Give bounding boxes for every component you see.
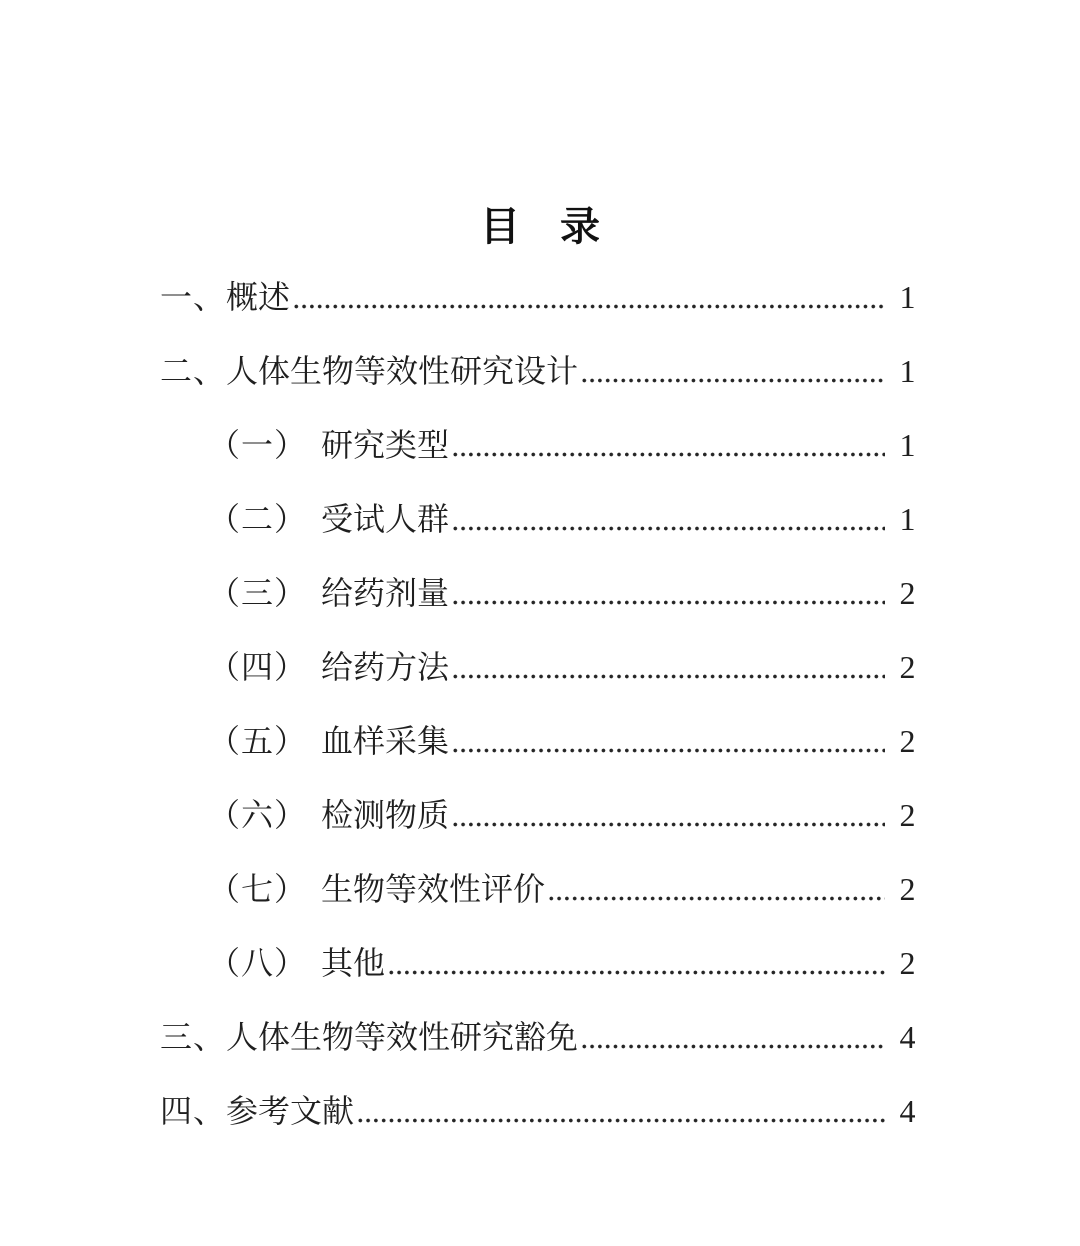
toc-entry[interactable] <box>160 1074 916 1148</box>
toc-page-number: 2 <box>899 649 916 685</box>
dot-leader-decoration <box>453 748 885 753</box>
toc-entry-label: 血样采集 <box>321 723 450 759</box>
toc-page-number: 2 <box>899 575 916 611</box>
toc-entry-label: 其他 <box>321 945 386 981</box>
toc-entry[interactable] <box>160 630 916 704</box>
toc-entry-number: （二） <box>208 501 308 537</box>
toc-page-number: 1 <box>899 279 916 315</box>
dot-leader-decoration <box>294 304 885 309</box>
toc-entry-label: 给药方法 <box>321 649 450 685</box>
toc-entry-number: （一） <box>208 427 308 463</box>
toc-entry-label: 概述 <box>226 279 291 315</box>
dot-leader-decoration <box>549 896 885 901</box>
toc-entry[interactable] <box>160 408 916 482</box>
toc-page-number: 2 <box>899 723 916 759</box>
toc-entry-label: 生物等效性评价 <box>321 871 546 907</box>
toc-entry[interactable] <box>160 334 916 408</box>
toc-list <box>160 252 916 1148</box>
toc-entry-number: 四、 <box>160 1093 227 1129</box>
toc-entry-label: 人体生物等效性研究设计 <box>226 353 579 389</box>
toc-entry-label: 人体生物等效性研究豁免 <box>226 1019 579 1055</box>
toc-entry-number: （六） <box>208 797 308 833</box>
toc-entry-number: 一、 <box>160 279 227 315</box>
dot-leader-decoration <box>582 1044 885 1049</box>
toc-entry-label: 研究类型 <box>321 427 450 463</box>
toc-entry-number: （五） <box>208 723 308 759</box>
toc-entry-number: 三、 <box>160 1019 227 1055</box>
toc-entry-label: 给药剂量 <box>321 575 450 611</box>
toc-entry-label: 检测物质 <box>321 797 450 833</box>
toc-page-number: 1 <box>899 353 916 389</box>
toc-entry-number: （四） <box>208 649 308 685</box>
dot-leader-decoration <box>453 600 885 605</box>
toc-page-number: 2 <box>899 945 916 981</box>
dot-leader-decoration <box>453 526 885 531</box>
dot-leader-decoration <box>453 674 885 679</box>
toc-entry[interactable] <box>160 482 916 556</box>
toc-entry-number: （八） <box>208 945 308 981</box>
toc-entry-label: 受试人群 <box>321 501 450 537</box>
page-title: 目 录 <box>480 204 600 249</box>
toc-entry[interactable] <box>160 852 916 926</box>
dot-leader-decoration <box>453 452 885 457</box>
dot-leader-decoration <box>453 822 885 827</box>
dot-leader-decoration <box>358 1118 885 1123</box>
toc-entry-label: 参考文献 <box>226 1093 355 1129</box>
toc-page-number: 1 <box>899 501 916 537</box>
toc-entry[interactable] <box>160 704 916 778</box>
toc-entry[interactable] <box>160 260 916 334</box>
toc-entry[interactable] <box>160 778 916 852</box>
dot-leader-decoration <box>389 970 885 975</box>
toc-page-number: 4 <box>899 1019 916 1055</box>
toc-entry[interactable] <box>160 1000 916 1074</box>
toc-page-number: 2 <box>899 871 916 907</box>
toc-entry-number: 二、 <box>160 353 227 389</box>
toc-page-number: 4 <box>899 1093 916 1129</box>
toc-entry-number: （三） <box>208 575 308 611</box>
toc-entry[interactable] <box>160 926 916 1000</box>
toc-entry-number: （七） <box>208 871 308 907</box>
toc-page-number: 1 <box>899 427 916 463</box>
toc-page-number: 2 <box>899 797 916 833</box>
toc-entry[interactable] <box>160 556 916 630</box>
dot-leader-decoration <box>582 378 885 383</box>
